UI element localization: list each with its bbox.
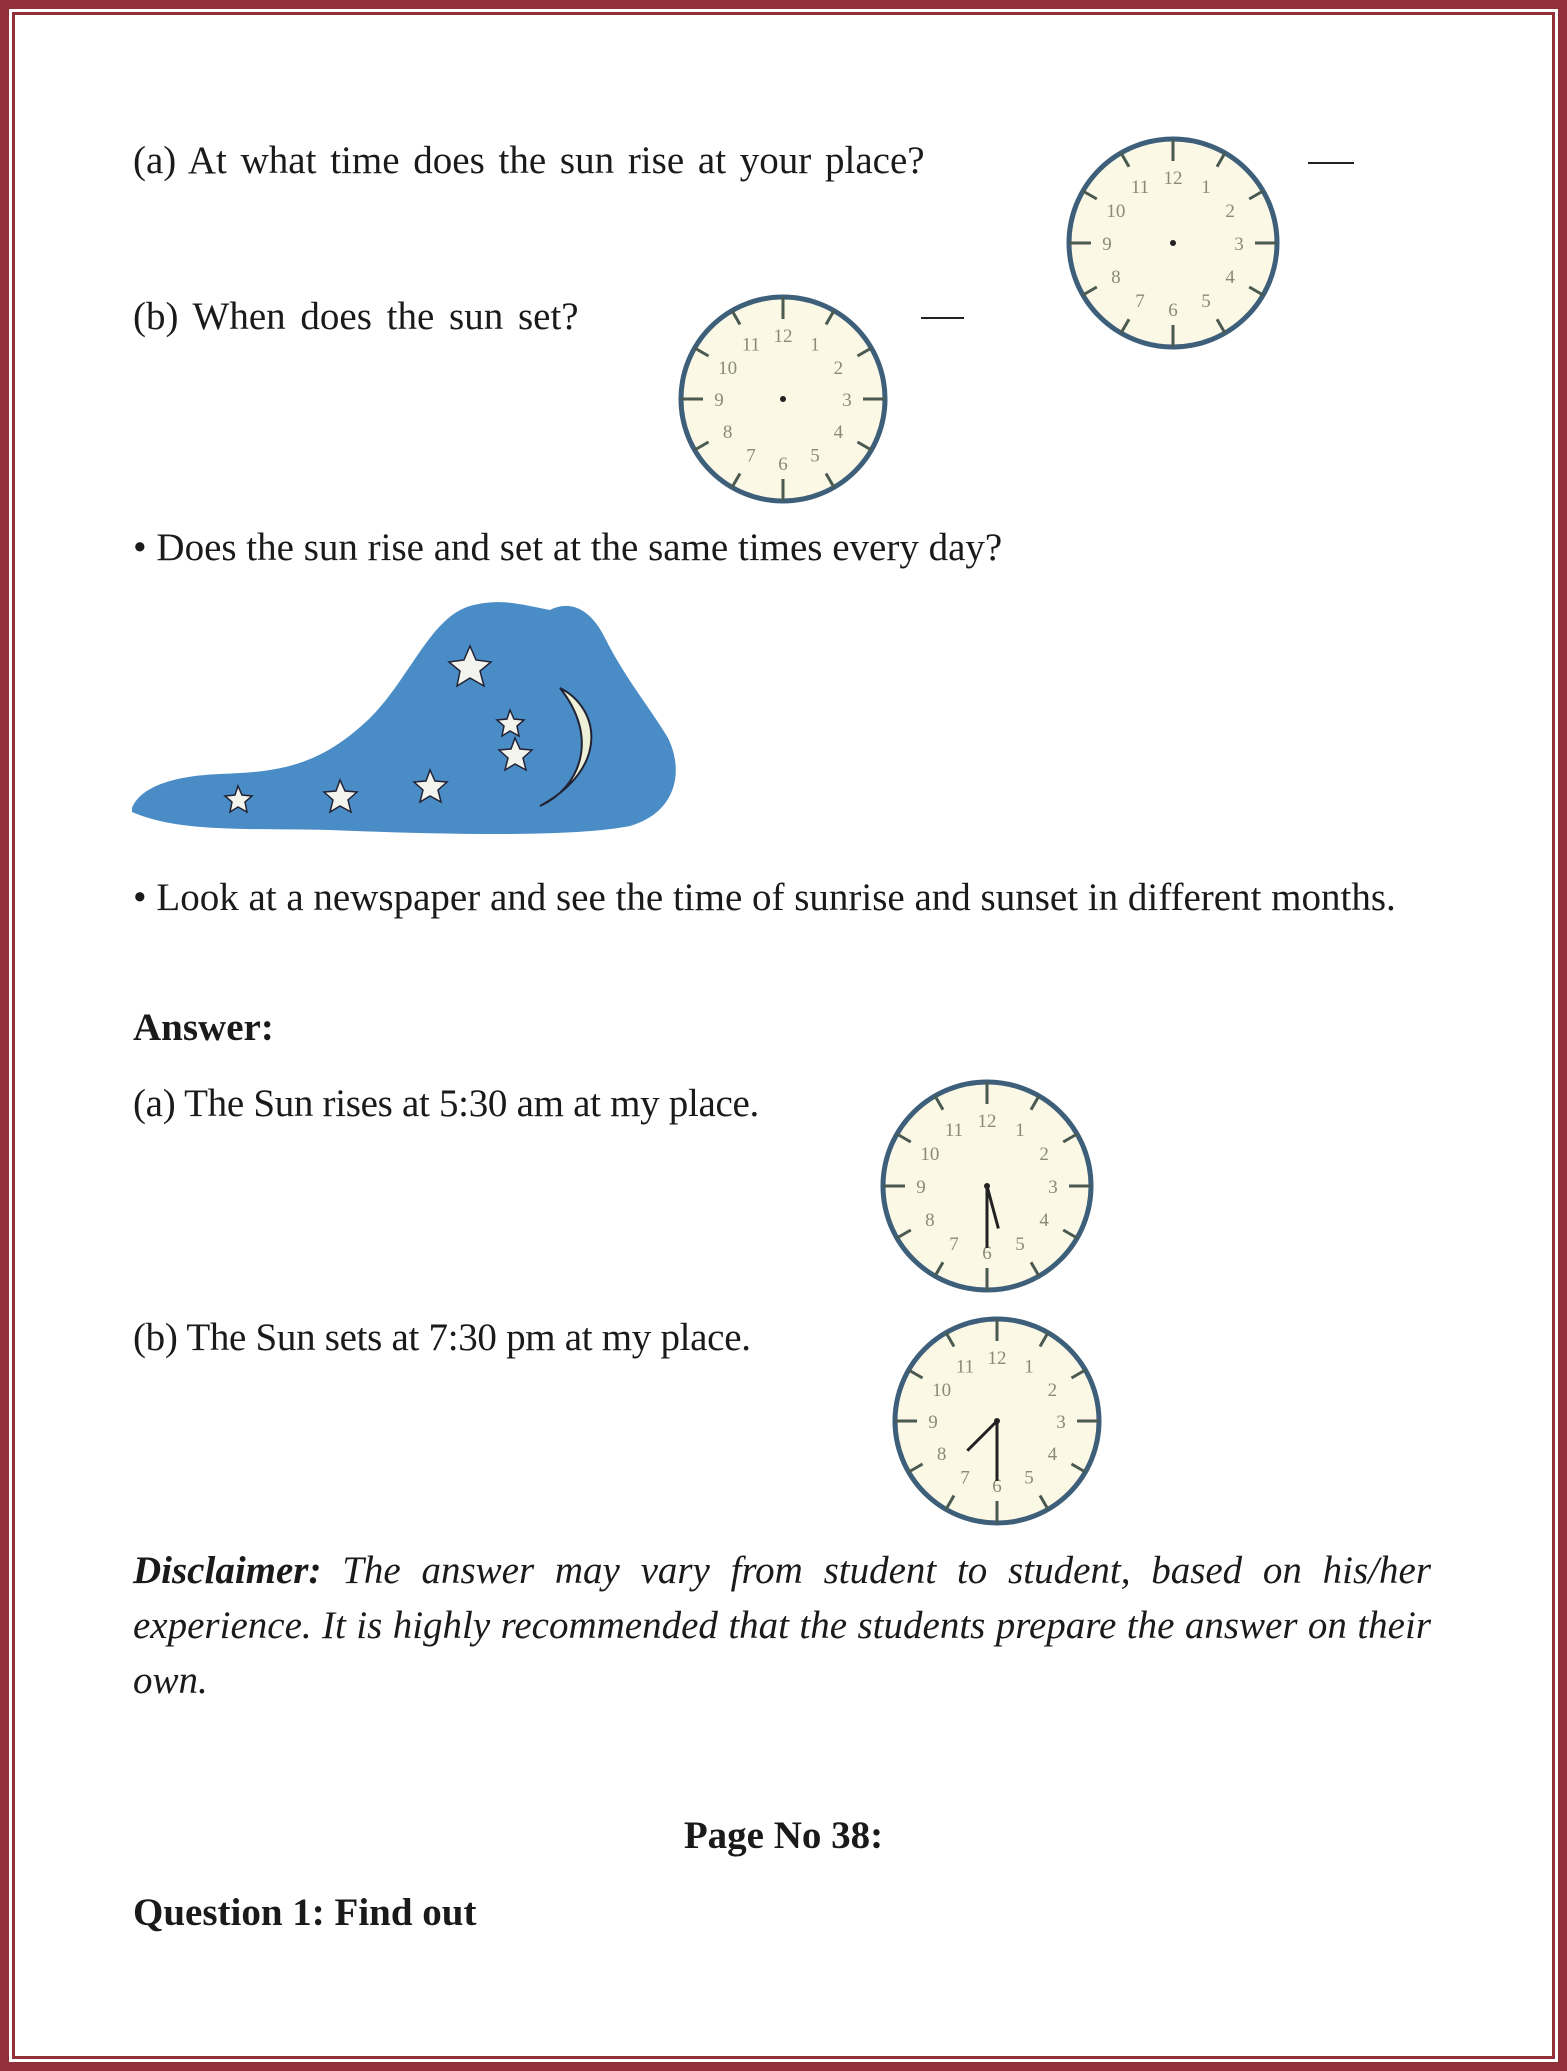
answer-blank-a: [1308, 162, 1354, 164]
clock-number: 7: [960, 1467, 970, 1489]
question-b: (b) When does the sun set?: [133, 295, 579, 338]
clock-number: 4: [1039, 1210, 1049, 1231]
clock-number: 1: [1024, 1356, 1034, 1378]
clock-number: 8: [936, 1444, 947, 1465]
clock-number: 12: [1163, 168, 1183, 189]
disclaimer-text: The answer may vary from student to student, based on his/her experience. It is highly recommended that the students prepare the answer on their own.: [133, 1549, 1431, 1702]
clock-icon-sunset-730: [889, 1313, 1105, 1529]
clock-number: 3: [1234, 234, 1244, 255]
clock-number: 2: [1047, 1380, 1058, 1401]
clock-center: [1170, 240, 1176, 246]
clock-number: 11: [955, 1356, 975, 1378]
clock-number: 5: [1024, 1467, 1034, 1489]
question-a: (a) At what time does the sun rise at your place?: [133, 139, 925, 182]
answer-b: (b) The Sun sets at 7:30 pm at my place.: [133, 1316, 751, 1359]
clock-number: 12: [987, 1348, 1007, 1369]
clock-number: 4: [1047, 1444, 1058, 1465]
answer-a: (a) The Sun rises at 5:30 am at my place.: [133, 1082, 759, 1125]
clock-number: 10: [920, 1144, 940, 1165]
page-number: Page No 38:: [683, 1814, 884, 1857]
clock-number: 8: [1111, 267, 1121, 288]
clock-number: 10: [718, 358, 738, 379]
clock-number: 2: [833, 358, 844, 379]
clock-number: 6: [1168, 300, 1178, 321]
clock-number: 3: [1056, 1412, 1066, 1433]
clock-number: 9: [714, 390, 724, 411]
bullet-same-times: • Does the sun rise and set at the same times every day?: [133, 526, 1003, 569]
clock-number: 7: [949, 1234, 959, 1256]
clock-center: [994, 1418, 1000, 1424]
clock-number: 9: [928, 1412, 938, 1433]
disclaimer-label: Disclaimer:: [133, 1549, 322, 1592]
answer-heading: Answer:: [133, 1006, 274, 1049]
clock-number: 12: [977, 1111, 997, 1132]
clock-number: 9: [916, 1177, 926, 1198]
clock-number: 10: [932, 1380, 952, 1401]
clock-center: [780, 396, 786, 402]
clock-number: 6: [992, 1476, 1002, 1497]
clock-icon-blank-sunset: [675, 291, 891, 507]
clock-number: 8: [925, 1210, 935, 1231]
bullet-newspaper-text: • Look at a newspaper and see the time of sunrise and sunset in different months.: [133, 876, 1396, 919]
question-1-heading: Question 1: Find out: [133, 1891, 477, 1934]
clock-number: 5: [1201, 291, 1211, 313]
answer-blank-b: [921, 317, 964, 319]
clock-icon-blank-sunrise: [1063, 133, 1283, 353]
clock-number: 1: [1015, 1119, 1025, 1141]
clock-number: 8: [722, 422, 733, 443]
clock-number: 11: [944, 1119, 964, 1141]
clock-number: 11: [1130, 176, 1150, 198]
clock-number: 3: [1048, 1177, 1058, 1198]
clock-number: 7: [1135, 291, 1145, 313]
night-sky-illustration: [130, 598, 680, 843]
disclaimer: [133, 1543, 1431, 1708]
clock-number: 6: [778, 454, 788, 475]
clock-number: 11: [741, 334, 761, 356]
clock-icon-sunrise-530: [877, 1076, 1097, 1296]
clock-number: 6: [982, 1243, 992, 1264]
clock-number: 5: [810, 445, 820, 467]
clock-number: 2: [1039, 1144, 1049, 1165]
clock-number: 9: [1102, 234, 1112, 255]
clock-center: [984, 1183, 990, 1189]
clock-number: 1: [1201, 176, 1211, 198]
clock-number: 4: [833, 422, 844, 443]
clock-number: 3: [842, 390, 852, 411]
clock-number: 12: [773, 326, 793, 347]
clock-number: 5: [1015, 1234, 1025, 1256]
clock-number: 1: [810, 334, 820, 356]
bullet-newspaper: [133, 870, 1433, 925]
clock-number: 10: [1106, 201, 1126, 222]
clock-number: 4: [1225, 267, 1235, 288]
clock-number: 7: [746, 445, 756, 467]
clock-number: 2: [1225, 201, 1235, 222]
